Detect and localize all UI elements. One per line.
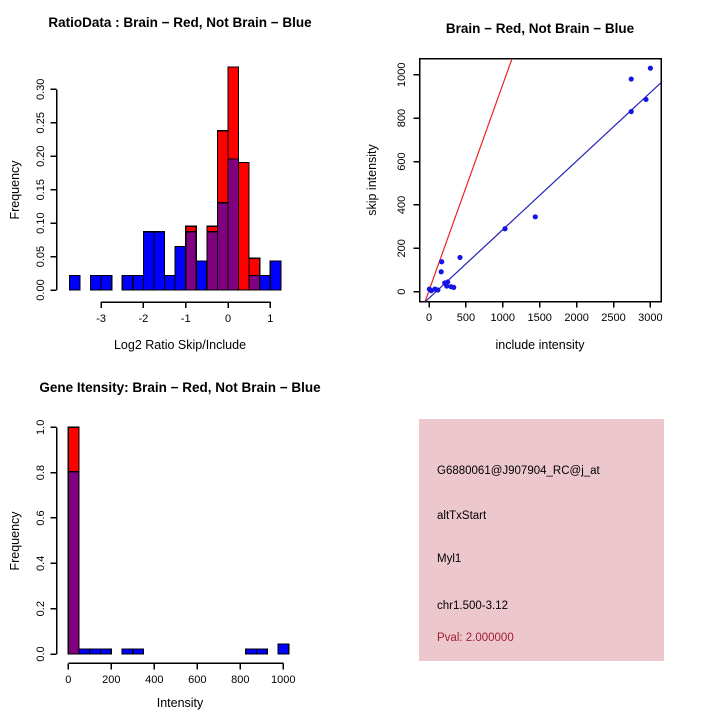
x-tick-label: 1500 (527, 312, 552, 324)
intensity-scatter-x-axis-label: include intensity (495, 338, 585, 352)
hist-bar-blue (133, 275, 144, 290)
hist-bar-blue (79, 649, 90, 654)
gene-name-text: Myl1 (437, 553, 462, 565)
hist-bar-overlap (68, 472, 79, 654)
hist-bar-blue (91, 275, 102, 290)
scatter-point (629, 76, 634, 81)
gene-intensity-histogram-x-axis-label: Intensity (156, 696, 204, 710)
y-tick-label: 600 (396, 152, 408, 171)
scatter-point (445, 279, 450, 284)
ratio-histogram-plot (0, 0, 360, 360)
x-tick-label: -1 (180, 313, 191, 325)
x-tick-label: 0 (425, 312, 433, 324)
hist-bar-blue (260, 275, 271, 290)
gene-intensity-histogram-y-axis-label: Frequency (8, 511, 22, 571)
x-tick-label: 800 (231, 674, 250, 686)
probe-id-text: G6880061@J907904_RC@j_at (437, 465, 600, 477)
hist-bar-blue (90, 649, 101, 654)
x-tick-label: 0 (65, 674, 72, 686)
hist-bar-blue (196, 261, 207, 290)
y-tick-label: 0 (396, 288, 408, 295)
x-tick-label: 0 (224, 313, 232, 325)
panel-intensity-scatter (360, 0, 720, 360)
y-tick-label: 0.30 (35, 78, 47, 101)
ratio-histogram-y-axis-label: Frequency (8, 160, 22, 220)
intensity-scatter-title: Brain − Red, Not Brain − Blue (445, 21, 635, 36)
scatter-point (629, 109, 634, 114)
x-tick-label: -3 (96, 313, 106, 325)
gene-intensity-histogram-title: Gene Itensity: Brain − Red, Not Brain − Blue (39, 380, 321, 395)
y-tick-label: 0.0 (35, 646, 47, 662)
x-tick-label: 500 (456, 312, 476, 324)
event-type-text: altTxStart (437, 510, 487, 522)
hist-bar-blue (122, 275, 133, 290)
y-tick-label: 0.25 (35, 112, 47, 134)
x-tick-label: 2500 (601, 312, 626, 324)
hist-bar-red (239, 163, 250, 290)
y-tick-label: 0.10 (35, 212, 47, 234)
scatter-point (643, 97, 648, 102)
y-tick-label: 0.6 (35, 510, 47, 526)
gene-info-box (419, 419, 664, 661)
locus-text: chr1.500-3.12 (437, 600, 508, 612)
hist-bar-overlap (207, 232, 218, 290)
hist-bar-blue (69, 275, 80, 290)
scatter-point (457, 255, 462, 260)
hist-bar-overlap (217, 203, 228, 290)
hist-bar-overlap (186, 232, 197, 290)
y-tick-label: 0.05 (35, 245, 47, 268)
x-tick-label: 200 (102, 674, 121, 686)
intensity-scatter-y-axis-label: skip intensity (365, 144, 379, 216)
scatter-point (533, 214, 538, 219)
y-tick-label: 0.00 (35, 279, 47, 301)
x-tick-label: 1000 (271, 674, 296, 686)
x-tick-label: 600 (188, 674, 207, 686)
y-tick-label: 1000 (396, 62, 408, 87)
y-tick-label: 0.15 (35, 178, 47, 201)
hist-bar-blue (278, 644, 289, 654)
scatter-point (648, 66, 653, 71)
x-tick-label: -2 (138, 313, 149, 325)
hist-bar-overlap (249, 275, 260, 290)
x-tick-label: 1 (267, 313, 274, 325)
y-tick-label: 1.0 (35, 419, 47, 435)
hist-bar-blue (143, 232, 154, 290)
pval-text: Pval: 2.000000 (437, 632, 514, 644)
hist-bar-blue (122, 649, 133, 654)
intensity-scatter-plot (360, 0, 720, 360)
y-tick-label: 800 (396, 108, 408, 128)
hist-bar-blue (101, 275, 112, 290)
y-tick-label: 0.2 (35, 601, 47, 617)
x-tick-label: 2000 (564, 312, 589, 324)
scatter-point (451, 285, 456, 290)
x-tick-label: 3000 (638, 312, 663, 324)
panel-gene-intensity-histogram (0, 360, 360, 720)
scatter-point (439, 269, 444, 274)
y-tick-label: 200 (396, 239, 408, 258)
scatter-point (435, 287, 440, 292)
plot-box (420, 59, 662, 302)
y-tick-label: 0.4 (35, 555, 47, 571)
panel-gene-info (360, 360, 720, 720)
ratio-histogram-x-axis-label: Log2 Ratio Skip/Include (113, 338, 247, 352)
y-tick-label: 0.8 (35, 464, 47, 481)
y-tick-label: 0.20 (35, 145, 47, 167)
hist-bar-blue (270, 261, 281, 290)
hist-bar-overlap (228, 159, 239, 290)
x-tick-label: 400 (145, 674, 164, 686)
scatter-point (502, 226, 507, 231)
hist-bar-blue (154, 232, 165, 290)
scatter-point (439, 259, 444, 264)
hist-bar-blue (101, 649, 112, 654)
ratio-histogram-title: RatioData : Brain − Red, Not Brain − Blue (48, 15, 312, 30)
x-tick-label: 1000 (490, 312, 516, 324)
hist-bar-blue (133, 649, 144, 654)
hist-bar-blue (165, 275, 176, 290)
hist-bar-blue (175, 246, 186, 290)
y-tick-label: 400 (396, 195, 408, 215)
gene-intensity-histogram-plot (0, 360, 360, 720)
hist-bar-blue (256, 649, 267, 654)
panel-ratio-histogram (0, 0, 360, 360)
hist-bar-blue (246, 649, 257, 654)
